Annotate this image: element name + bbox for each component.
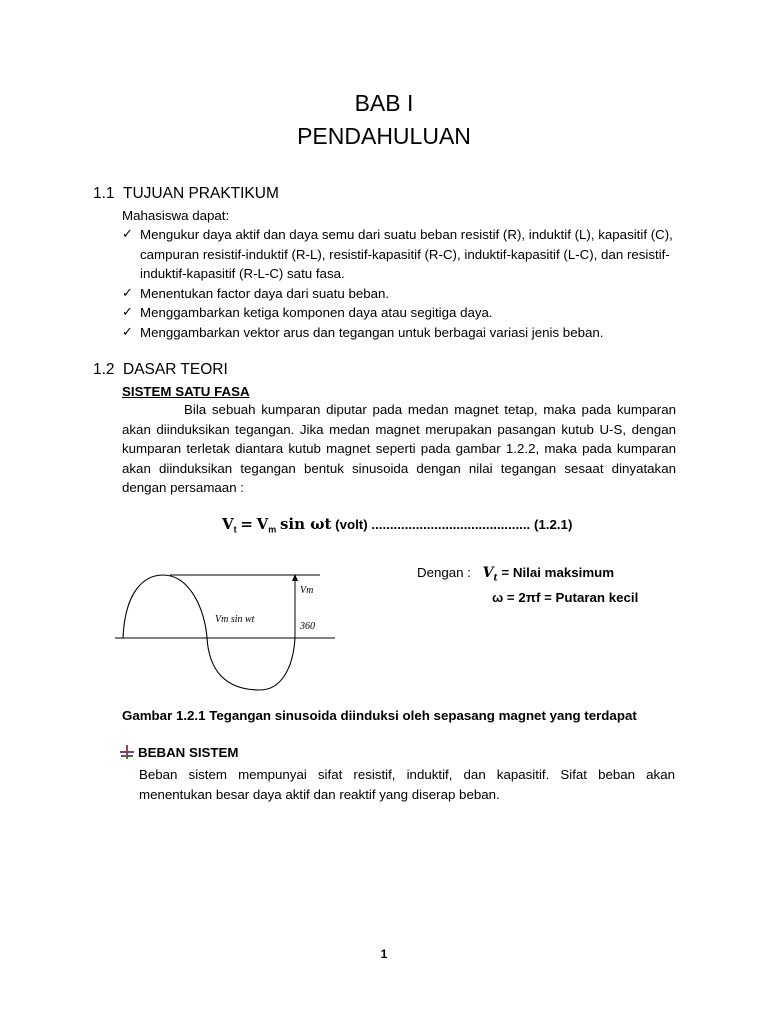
checkmark-icon: ✓ xyxy=(122,227,133,242)
beban-title: BEBAN SISTEM xyxy=(138,745,239,760)
legend-var-sub: t xyxy=(493,573,498,584)
section-heading-1 xyxy=(93,185,279,203)
checkmark-icon: ✓ xyxy=(122,324,133,340)
legend-line-2: ω = 2πf = Putaran kecil xyxy=(492,590,639,605)
equation-equals: = xyxy=(240,515,253,533)
label-vm-sin: Vm sin wt xyxy=(215,614,255,625)
subheading: SISTEM SATU FASA xyxy=(122,384,250,399)
list-item-text: Menentukan factor daya dari suatu beban. xyxy=(140,285,390,301)
equation-unit: (volt) xyxy=(335,517,368,532)
checkmark-icon: ✓ xyxy=(122,285,133,301)
label-vm: Vm xyxy=(300,585,314,596)
intro-text: Mahasiswa dapat: xyxy=(122,208,230,223)
theory-paragraph xyxy=(122,400,676,498)
section-number: 1.1 xyxy=(93,185,115,202)
objectives-list xyxy=(122,225,678,343)
label-360: 360 xyxy=(300,621,315,632)
legend-label: Dengan : xyxy=(417,565,471,580)
list-item xyxy=(122,323,678,343)
equation xyxy=(222,515,572,535)
equation-rhs: V xyxy=(256,515,269,533)
checkmark-icon: ✓ xyxy=(122,305,133,321)
equation-rhs-tail: sin ωt xyxy=(279,515,332,533)
list-item xyxy=(122,303,678,323)
list-item xyxy=(122,284,678,304)
chapter-title: PENDAHULUAN xyxy=(297,123,471,149)
legend-text-1: = Nilai maksimum xyxy=(501,565,615,580)
equation-rhs-sub: m xyxy=(268,524,277,535)
paragraph-text: Bila sebuah kumparan diputar pada medan magnet tetap, maka pada kumparan akan diinduksikan tegangan. Jika medan magnet merupakan pasangan kutub U-S, dengan kumparan terletak diantara kutub magnet seperti pada gambar 1.2.2, maka pada kumparan akan diinduksikan tegangan bentuk sinusoida dengan nilai tegangan sesaat dinyatakan dengan persamaan : xyxy=(122,402,676,496)
sine-curve xyxy=(123,575,295,690)
equation-lhs: V xyxy=(222,515,234,533)
page-number: 1 xyxy=(380,947,388,961)
list-item-text: Menggambarkan vektor arus dan tegangan untuk berbagai variasi jenis beban. xyxy=(140,324,604,340)
beban-paragraph: Beban sistem mempunyai sifat resistif, induktif, dan kapasitif. Sifat beban akan menentukan besar daya aktif dan reaktif yang diserap beban. xyxy=(139,767,675,802)
equation-lhs-sub: t xyxy=(233,524,237,535)
list-item xyxy=(122,225,678,284)
list-item-text: Menggambarkan ketiga komponen daya atau segitiga daya. xyxy=(140,305,493,321)
section-title: TUJUAN PRAKTIKUM xyxy=(123,185,279,202)
legend-var: V xyxy=(482,565,494,581)
equation-dots: ........................................... xyxy=(371,517,531,532)
section-number: 1.2 xyxy=(93,361,115,378)
list-item-text: Mengukur daya aktif dan daya semu dari suatu beban resistif (R), induktif (L), kapasitif (C), campuran resistif-induktif (R-L), resistif-kapasitif (R-C), induktif-kapasitif (L-C), dan resistif-induktif-kapasitif (R-L-C) satu fasa. xyxy=(140,227,673,282)
beban-heading xyxy=(120,745,238,760)
section-title: DASAR TEORI xyxy=(123,361,228,378)
figure-caption: Gambar 1.2.1 Tegangan sinusoida diinduksi oleh sepasang magnet yang terdapat xyxy=(122,708,637,723)
sine-wave-figure xyxy=(115,565,345,700)
equation-ref: (1.2.1) xyxy=(533,517,573,532)
chapter-number: BAB I xyxy=(354,90,414,116)
legend-line-1 xyxy=(417,565,614,584)
bullet-plus-icon xyxy=(120,745,134,759)
section-heading-2 xyxy=(93,361,228,379)
